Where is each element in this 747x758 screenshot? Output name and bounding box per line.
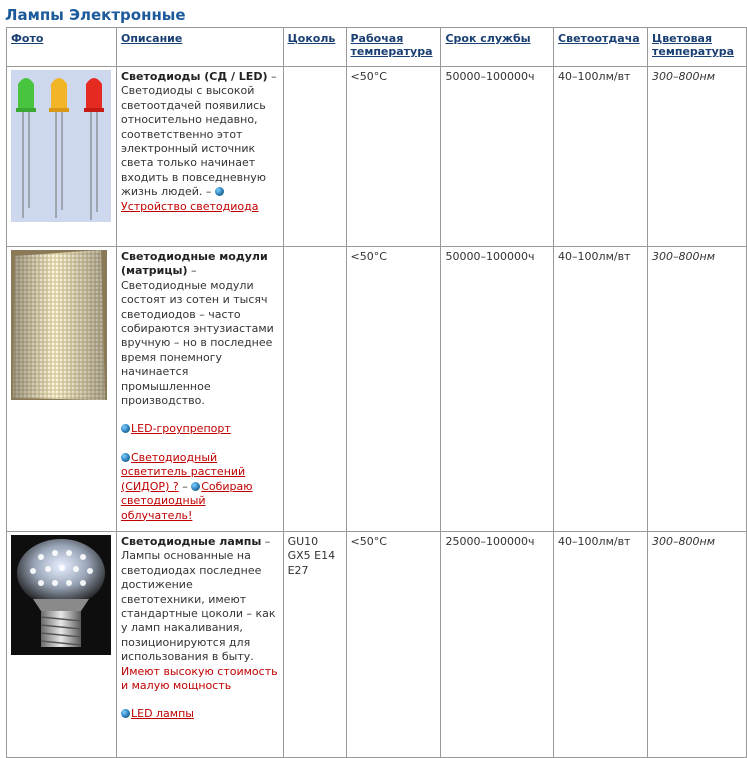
temperature-cell: <50°С	[346, 67, 441, 247]
lifetime-cell: 50000–100000ч	[441, 67, 554, 247]
table-row	[7, 67, 747, 247]
led-growreport-link[interactable]: LED-гроупрепорт	[130, 422, 231, 436]
description-cell	[116, 532, 283, 758]
description-cell	[116, 247, 283, 532]
led-lamp-image	[11, 535, 111, 655]
header-photo[interactable]: Фото	[7, 28, 117, 67]
efficacy-cell: 40–100лм/вт	[554, 532, 648, 758]
efficacy-cell: 40–100лм/вт	[554, 67, 648, 247]
item-description: – Светодиоды с высокой светоотдачей появились относительно недавно, соответственно этот электронный источник света только начинает входить в повседневную жизнь людей. –	[120, 70, 277, 199]
table-header-row	[7, 28, 747, 67]
photo-cell	[7, 67, 117, 247]
header-base[interactable]: Цоколь	[283, 28, 346, 67]
led-structure-link[interactable]: Устройство светодиода	[120, 199, 259, 213]
temperature-cell: <50°С	[346, 532, 441, 758]
header-temperature[interactable]: Рабочая температура	[346, 28, 441, 67]
item-name: Светодиодные лампы	[120, 535, 262, 548]
sidor-link[interactable]: Светодиодный осветитель растений (СИДОР) ?	[120, 450, 246, 493]
base-cell	[283, 67, 346, 247]
globe-icon	[121, 424, 130, 433]
efficacy-cell: 40–100лм/вт	[554, 247, 648, 532]
globe-icon	[191, 482, 200, 491]
globe-icon	[215, 187, 224, 196]
color-temperature-cell: 300–800нм	[648, 247, 747, 532]
header-luminous-efficacy[interactable]: Светоотдача	[554, 28, 648, 67]
item-description: – Светодиодные модули состоят из сотен и тысяч светодиодов – часто собираются энтузиастами вручную – но в последнее время понемногу начинается промышленное производство.	[120, 264, 274, 408]
lifetime-cell: 50000–100000ч	[441, 247, 554, 532]
globe-icon	[121, 709, 130, 718]
table-row	[7, 532, 747, 758]
header-lifetime[interactable]: Срок службы	[441, 28, 554, 67]
warning-text: Имеют высокую стоимость и малую мощность	[120, 664, 278, 693]
header-color-temperature[interactable]: Цветовая температура	[648, 28, 747, 67]
lifetime-cell: 25000–100000ч	[441, 532, 554, 758]
item-name: Светодиоды (СД / LED)	[120, 70, 268, 83]
table-row	[7, 247, 747, 532]
led-lamps-link[interactable]: LED лампы	[130, 707, 194, 721]
temperature-cell: <50°С	[346, 247, 441, 532]
irradiator-link[interactable]: Собираю светодиодный облучатель!	[120, 479, 253, 522]
header-description[interactable]: Описание	[116, 28, 283, 67]
item-name: Светодиодные модули (матрицы)	[120, 250, 268, 278]
page-title: Лампы Электронные	[5, 6, 186, 24]
globe-icon	[121, 453, 130, 462]
lamps-table	[6, 27, 747, 758]
item-description: – Лампы основанные на светодиодах последнее достижение светотехники, имеют стандартные цоколи – как у ламп накаливания, позиционируются для использования в быту.	[120, 535, 276, 664]
led-diodes-image	[11, 70, 111, 222]
color-temperature-cell: 300–800нм	[648, 67, 747, 247]
led-matrix-image	[11, 250, 107, 400]
photo-cell	[7, 532, 117, 758]
base-cell	[283, 247, 346, 532]
color-temperature-cell: 300–800нм	[648, 532, 747, 758]
base-cell: GU10 GX5 E14 E27	[283, 532, 346, 758]
photo-cell	[7, 247, 117, 532]
link-separator: –	[178, 479, 192, 493]
description-cell	[116, 67, 283, 247]
